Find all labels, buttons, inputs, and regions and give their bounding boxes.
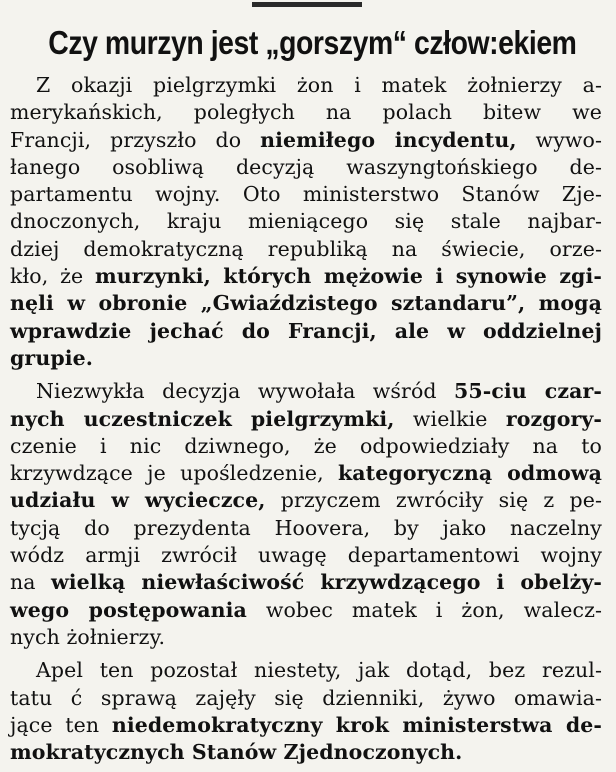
text: łanego osobliwą decyzją waszyngtońskiego de- <box>10 154 602 179</box>
text: krzywdzące je upośledzenie, <box>10 461 338 486</box>
text: Z okazji pielgrzymki żon i matek żołnierzy a- <box>36 73 602 97</box>
text-line <box>10 569 602 596</box>
text: Francji, przyszło do <box>10 127 261 152</box>
bold-text: wego postępowania <box>10 597 247 622</box>
text: wódz armji zwrócił uwagę departamentowi wojny <box>10 543 602 568</box>
bold-text: nych uczestniczek pielgrzymki, <box>10 406 395 431</box>
text-line <box>10 739 602 766</box>
text-line <box>10 208 602 235</box>
text-line <box>10 460 602 487</box>
bold-text: kategoryczną odmową <box>337 461 602 486</box>
text: na <box>10 570 51 595</box>
text: kło, że <box>10 264 96 289</box>
text-line <box>10 318 602 345</box>
text-line <box>10 127 602 154</box>
text: nych żołnierzy. <box>10 624 166 649</box>
bold-text: grupie. <box>10 345 94 370</box>
bold-text: wielką niewłaściwość krzywdzącego i obelży- <box>51 570 602 595</box>
bold-text: 55-ciu czar- <box>453 379 602 404</box>
bold-text: niemiłego incydentu, <box>260 127 517 152</box>
text: tatu ć sprawą zajęły się dzienniki, żywo omawia- <box>10 685 602 710</box>
bold-text: rozgory- <box>505 406 602 431</box>
text-line <box>10 685 602 712</box>
text-line <box>10 181 602 208</box>
text-line <box>10 624 602 651</box>
text-line <box>10 154 602 181</box>
text-line <box>10 712 602 739</box>
text: jące ten <box>10 712 112 737</box>
text-line <box>10 345 602 372</box>
text-line <box>10 657 602 684</box>
text-line <box>10 433 602 460</box>
text: dziej demokratyczną republiką na świecie, orze- <box>10 236 602 261</box>
text-line <box>10 378 602 405</box>
bold-text: nęli w obronie „Gwiaździstego sztandaru”, mogą <box>10 291 602 316</box>
text-line <box>10 406 602 433</box>
paragraph <box>10 72 602 372</box>
text-line <box>10 597 602 624</box>
text: wobec matek i żon, walecz- <box>246 597 602 622</box>
text-line <box>10 99 602 126</box>
text: czenie i nic dziwnego, że odpowiedziały na to <box>10 433 602 458</box>
text-line <box>10 515 602 542</box>
article-body <box>10 72 602 772</box>
bold-text: mokratycznych Stanów Zjednoczonych. <box>10 740 463 765</box>
top-rule <box>252 2 362 7</box>
text: tycją do prezydenta Hoovera, by jako naczelny <box>10 515 602 540</box>
text-line <box>10 236 602 263</box>
paragraph <box>10 378 602 651</box>
headline: Czy murzyn jest „gorszym“ człow:ekiem <box>48 24 577 61</box>
text: partamentu wojny. Oto ministerstwo Stanów Zje- <box>10 182 602 207</box>
text: Niezwykła decyzja wywołała wśród <box>36 379 454 404</box>
text-line <box>10 542 602 569</box>
text-line <box>10 487 602 514</box>
text: wielkie <box>394 406 506 431</box>
bold-text: murzynki, których mężowie i synowie zgi- <box>95 264 602 289</box>
text: przyczem zwróciły się z pe- <box>265 488 603 513</box>
text: Apel ten pozostał niestety, jak dotąd, bez rezul- <box>36 658 602 683</box>
bold-text: udziału w wycieczce, <box>10 488 266 513</box>
text: wywo- <box>516 127 603 152</box>
text-line <box>10 290 602 317</box>
paragraph <box>10 657 602 766</box>
text-line <box>10 72 602 99</box>
bold-text: niedemokratyczny krok ministerstwa de- <box>111 712 602 737</box>
text: merykańskich, poległych na polach bitew we <box>10 100 602 125</box>
text: dnoczonych, kraju mieniącego się stale najbar- <box>10 209 602 234</box>
text-line <box>10 263 602 290</box>
bold-text: wprawdzie jechać do Francji, ale w oddzielnej <box>10 318 602 343</box>
